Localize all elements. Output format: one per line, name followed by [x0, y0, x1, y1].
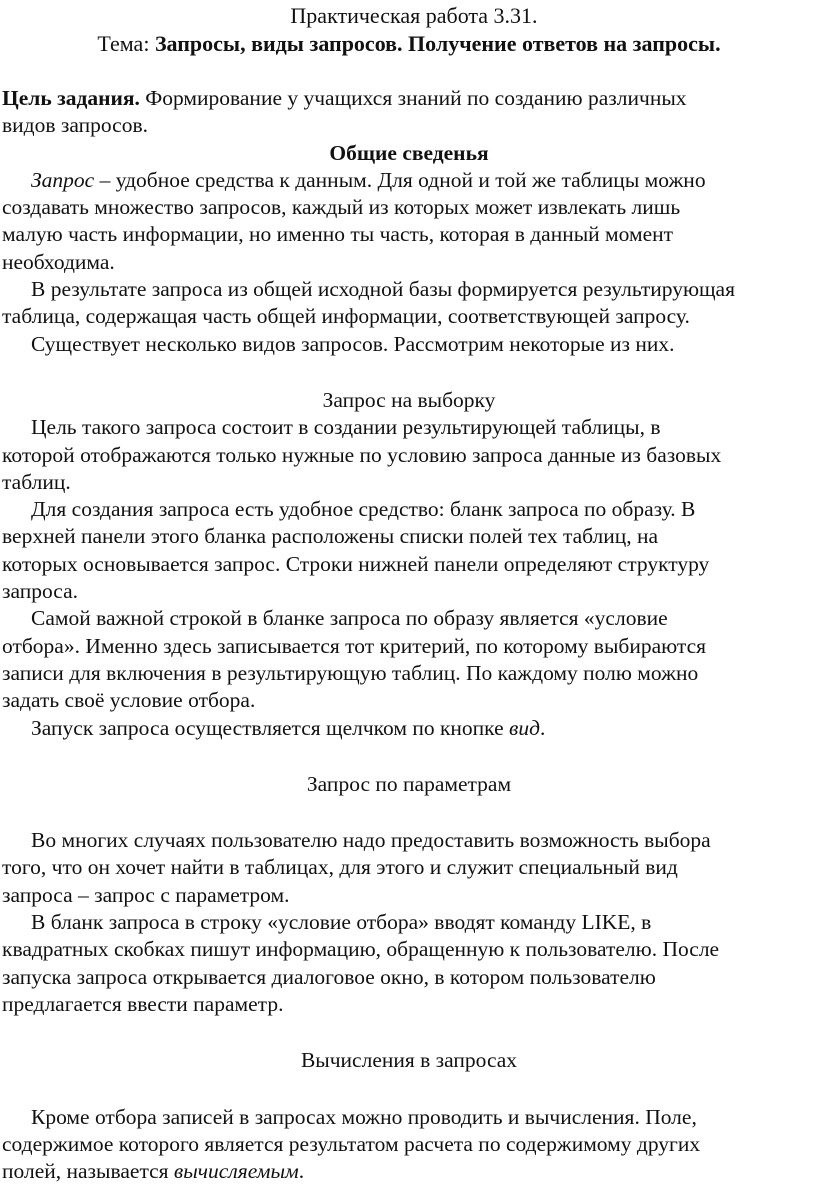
spacer: [2, 798, 816, 827]
paragraph-text: задать своё условие отбора.: [2, 688, 256, 713]
paragraph-text: таблица, содержащая часть общей информации, соответствующей запросу.: [2, 304, 690, 329]
view-term: вид: [509, 715, 540, 740]
select-paragraph-1: [2, 414, 816, 496]
paragraph-text: .: [298, 1159, 305, 1184]
goal-text-line2: видов запросов.: [2, 113, 148, 138]
paragraph-text: .: [539, 715, 546, 740]
spacer: [2, 1018, 816, 1047]
paragraph-text: записи для включения в результирующую таблиц. По каждому полю можно: [2, 660, 699, 685]
paragraph-text: Кроме отбора записей в запросах можно проводить и вычисления. Поле,: [31, 1104, 697, 1129]
paragraph-text: которой отображаются только нужные по условию запроса данные из базовых: [2, 442, 722, 467]
paragraph-text: малую часть информации, но именно ты часть, которая в данный момент: [2, 222, 674, 247]
spacer: [2, 58, 816, 85]
general-paragraph-2: [2, 276, 816, 331]
document-page: [0, 2, 816, 1185]
paragraph-text: полей, называется: [2, 1159, 174, 1184]
goal-label: Цель задания.: [2, 86, 140, 110]
general-paragraph-1: [2, 167, 816, 276]
paragraph-text: Запуск запроса осуществляется щелчком по кнопке: [31, 715, 510, 740]
paragraph-text: В бланк запроса в строку «условие отбора» вводят команду LIKE, в: [31, 910, 652, 935]
select-paragraph-4: [2, 715, 816, 742]
paragraph-text: Цель такого запроса состоит в создании результирующей таблицы, в: [31, 415, 661, 440]
general-heading: Общие сведенья: [329, 140, 489, 165]
paragraph-text: В результате запроса из общей исходной базы формируется результирующая: [31, 277, 735, 302]
paragraph-text: верхней панели этого бланка расположены списки полей тех таблиц, на: [2, 524, 659, 549]
paragraph-text: предлагается ввести параметр.: [2, 991, 284, 1016]
general-paragraph-3: [2, 331, 816, 358]
param-paragraph-2: [2, 909, 816, 1018]
select-query-heading: Запрос на выборку: [322, 387, 496, 412]
paragraph-text: – удобное средства к данным. Для одной и той же таблицы можно: [94, 167, 706, 192]
paragraph-text: Для создания запроса есть удобное средство: бланк запроса по образу. В: [31, 497, 696, 522]
select-paragraph-3: [2, 605, 816, 714]
paragraph-text: создавать множество запросов, каждый из которых может извлекать лишь: [2, 195, 681, 220]
spacer: [2, 742, 816, 771]
paragraph-text: содержимое которого является результатом расчета по содержимому других: [2, 1131, 701, 1156]
topic-line: [2, 30, 816, 58]
paragraph-text: Во многих случаях пользователю надо предоставить возможность выбора: [31, 828, 711, 853]
goal-paragraph: [2, 85, 816, 140]
goal-text: Формирование у учащихся знаний по созданию различных: [139, 86, 687, 110]
calc-paragraph-1: [2, 1104, 816, 1186]
query-term: Запрос: [31, 167, 95, 192]
param-query-heading: Запрос по параметрам: [306, 771, 512, 796]
spacer: [2, 1075, 816, 1104]
paragraph-text: отбора». Именно здесь записывается тот критерий, по которому выбираются: [2, 633, 707, 658]
select-paragraph-2: [2, 496, 816, 605]
calculated-term: вычисляемым: [173, 1159, 299, 1184]
paragraph-text: запроса – запрос с параметром.: [2, 882, 290, 907]
paragraph-text: Самой важной строкой в бланке запроса по образу является «условие: [31, 606, 668, 631]
param-paragraph-1: [2, 827, 816, 909]
spacer: [2, 358, 816, 387]
paragraph-text: запуска запроса открывается диалоговое окно, в котором пользователю: [2, 964, 656, 989]
paragraph-text: таблиц.: [2, 469, 71, 494]
calc-query-heading: Вычисления в запросах: [300, 1048, 518, 1073]
paragraph-text: запроса.: [2, 579, 79, 604]
paragraph-text: необходима.: [2, 249, 115, 274]
paragraph-text: того, что он хочет найти в таблицах, для этого и служит специальный вид: [2, 855, 678, 880]
topic-text: Запросы, виды запросов. Получение ответов на запросы.: [154, 31, 721, 56]
paragraph-text: Существует несколько видов запросов. Рассмотрим некоторые из них.: [31, 331, 675, 356]
topic-label: Тема:: [97, 31, 155, 56]
paragraph-text: которых основывается запрос. Строки нижней панели определяют структуру: [2, 551, 710, 576]
paragraph-text: квадратных скобках пишут информацию, обращенную к пользователю. После: [2, 937, 720, 962]
work-title: Практическая работа 3.31.: [290, 3, 538, 28]
